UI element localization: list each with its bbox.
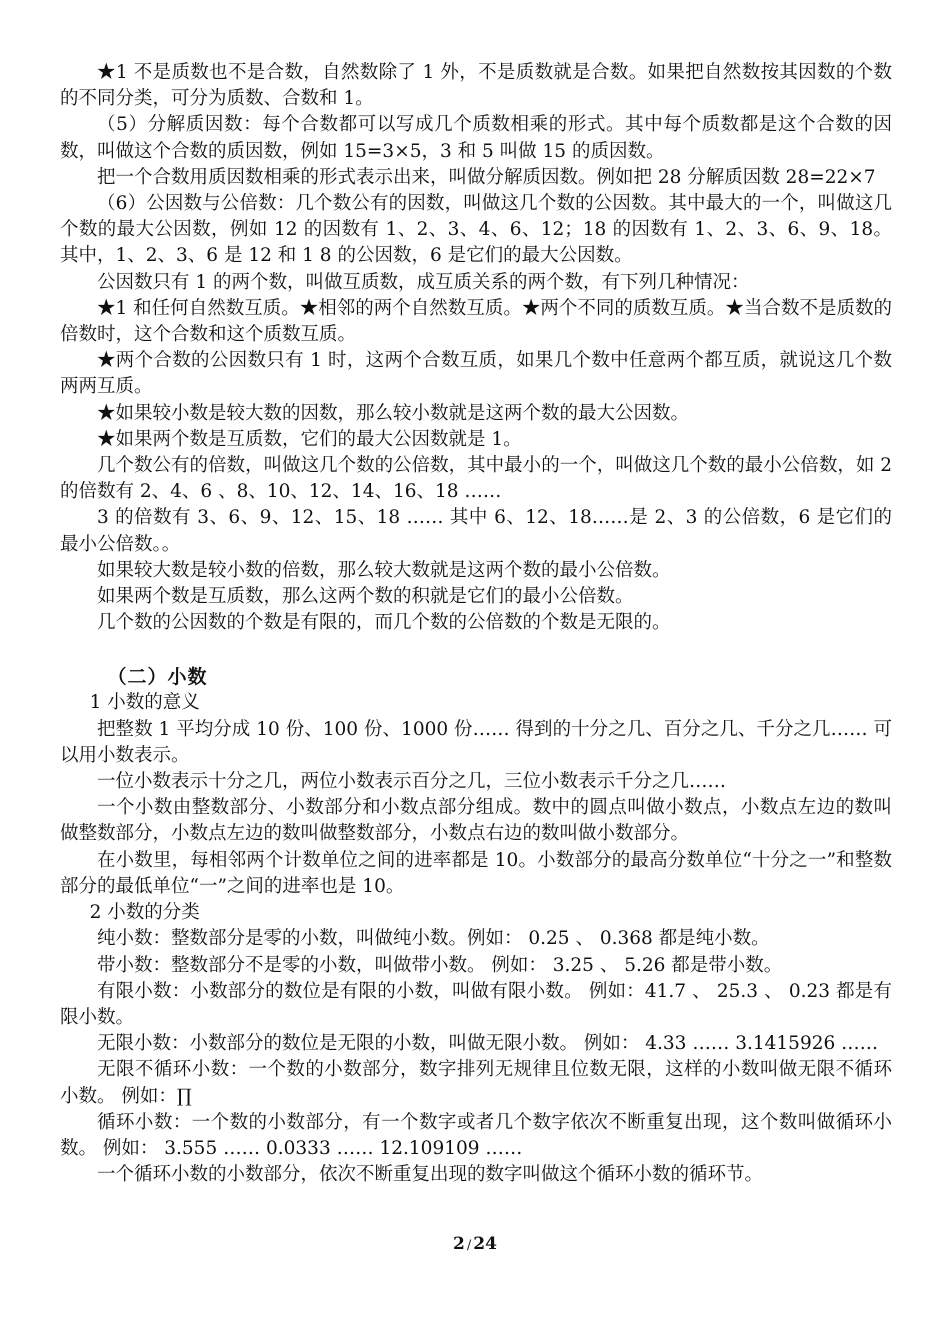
paragraph: 在小数里，每相邻两个计数单位之间的进率都是 10。小数部分的最高分数单位“十分之一”和整数部分的最低单位“一”之间的进率也是 10。 (60, 849, 892, 897)
paragraph: 无限小数：小数部分的数位是无限的小数，叫做无限小数。 例如： 4.33 …… 3.1415926 …… (97, 1033, 879, 1055)
paragraph: 纯小数：整数部分是零的小数，叫做纯小数。例如： 0.25 、 0.368 都是纯小数。 (97, 928, 770, 950)
paragraph: 一位小数表示十分之几，两位小数表示百分之几，三位小数表示千分之几…… (97, 771, 727, 793)
paragraph: 带小数：整数部分不是零的小数，叫做带小数。 例如： 3.25 、 5.26 都是带小数。 (97, 954, 783, 976)
paragraph: 有限小数：小数部分的数位是有限的小数，叫做有限小数。 例如：41.7 、 25.3 、 0.23 都是有限小数。 (60, 980, 892, 1028)
paragraph: ★如果较小数是较大数的因数，那么较小数就是这两个数的最大公因数。 (97, 402, 690, 424)
paragraph: 一个小数由整数部分、小数部分和小数点部分组成。数中的圆点叫做小数点，小数点左边的数叫做整数部分，小数点左边的数叫做整数部分，小数点右边的数叫做小数部分。 (60, 797, 892, 845)
paragraph: 如果较大数是较小数的倍数，那么较大数就是这两个数的最小公倍数。 (97, 559, 671, 581)
paragraph: 如果两个数是互质数，那么这两个数的积就是它们的最小公倍数。 (97, 586, 634, 608)
page-separator: / (466, 1238, 472, 1253)
paragraph: 循环小数：一个数的小数部分，有一个数字或者几个数字依次不断重复出现，这个数叫做循环小数。 例如： 3.555 …… 0.0333 …… 12.109109 …… (60, 1111, 892, 1159)
page-content (60, 60, 892, 1188)
paragraph: 无限不循环小数：一个数的小数部分，数字排列无规律且位数无限，这样的小数叫做无限不循环小数。 例如：∏ (60, 1059, 892, 1107)
paragraph: 几个数公有的倍数，叫做这几个数的公倍数，其中最小的一个，叫做这几个数的最小公倍数，如 2 的倍数有 2、4、6 、8、10、12、14、16、18 …… (60, 455, 892, 503)
paragraph: （5）分解质因数：每个合数都可以写成几个质数相乘的形式。其中每个质数都是这个合数的因数，叫做这个合数的质因数，例如 15=3×5，3 和 5 叫做 15 的质因数。 (60, 114, 892, 162)
paragraph: 3 的倍数有 3、6、9、12、15、18 …… 其中 6、12、18……是 2、3 的公倍数，6 是它们的最小公倍数。。 (60, 507, 892, 555)
page-number (0, 1234, 950, 1254)
paragraph: 一个循环小数的小数部分，依次不断重复出现的数字叫做这个循环小数的循环节。 (97, 1164, 764, 1186)
paragraph: ★如果两个数是互质数，它们的最大公因数就是 1。 (97, 428, 522, 450)
paragraph: 把一个合数用质因数相乘的形式表示出来，叫做分解质因数。例如把 28 分解质因数 28=22×7 (97, 166, 876, 188)
paragraph: ★1 和任何自然数互质。★相邻的两个自然数互质。★两个不同的质数互质。★当合数不是质数的倍数时，这个合数和这个质数互质。 (60, 297, 892, 346)
page-current: 2 (453, 1234, 465, 1254)
paragraph: 公因数只有 1 的两个数，叫做互质数，成互质关系的两个数，有下列几种情况： (97, 271, 750, 293)
paragraph: 把整数 1 平均分成 10 份、100 份、1000 份…… 得到的十分之几、百分之几、千分之几…… 可以用小数表示。 (60, 718, 892, 766)
paragraph: ★1 不是质数也不是合数，自然数除了 1 外，不是质数就是合数。如果把自然数按其因数的个数的不同分类，可分为质数、合数和 1。 (60, 62, 892, 110)
section-title: （二）小数 (107, 666, 208, 689)
page-total: 24 (473, 1234, 497, 1254)
paragraph: （6）公因数与公倍数：几个数公有的因数，叫做这几个数的公因数。其中最大的一个，叫做这几个数的最大公因数，例如 12 的因数有 1、2、3、4、6、12；18 的因数有 1、2、3、6、9、18。其中，1、2、3、6 是 12 和 1 8 的公因数，6 是它们的最大公因数。 (60, 193, 892, 267)
subsection-title: 1 小数的意义 (89, 692, 200, 714)
subsection-title: 2 小数的分类 (89, 902, 200, 924)
paragraph: 几个数的公因数的个数是有限的，而几个数的公倍数的个数是无限的。 (97, 612, 671, 634)
paragraph: ★两个合数的公因数只有 1 时，这两个合数互质，如果几个数中任意两个都互质，就说这几个数两两互质。 (60, 350, 892, 398)
